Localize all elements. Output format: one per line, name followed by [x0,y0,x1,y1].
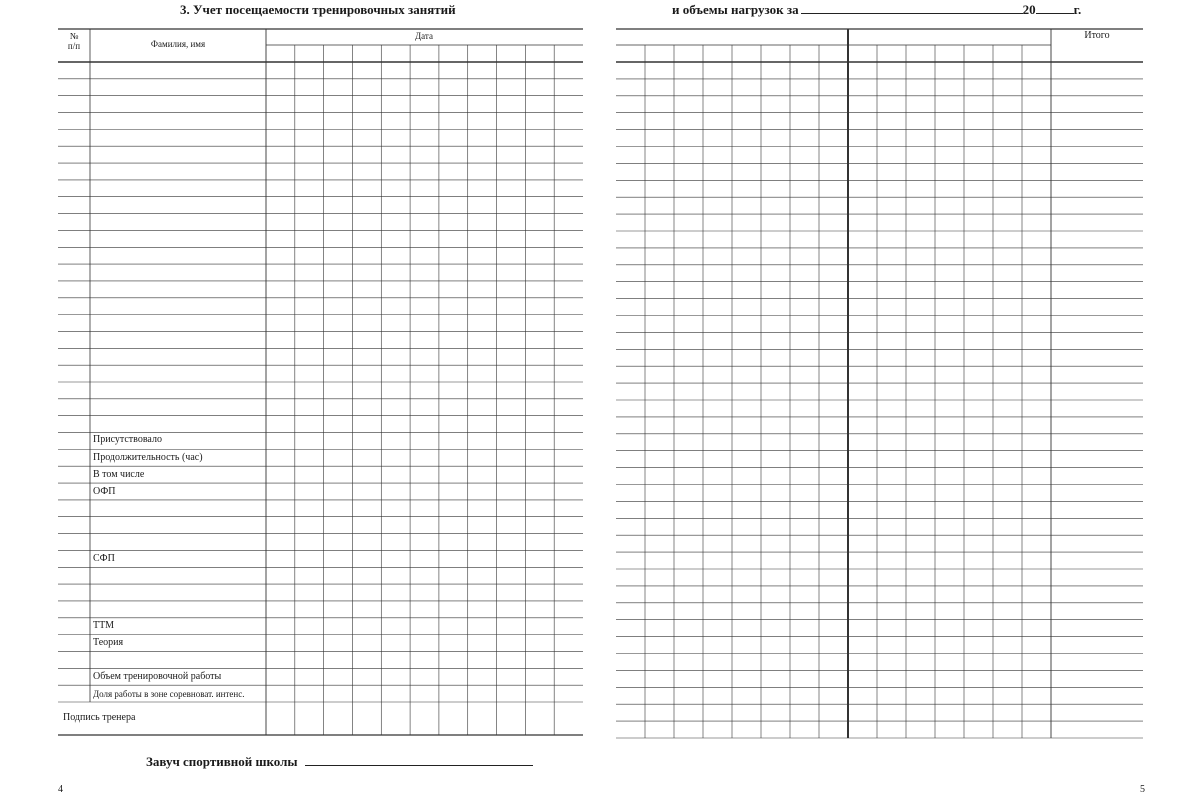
name-header: Фамилия, имя [150,39,206,49]
right-title-year: 20 [1022,2,1036,17]
attendance-table-grid [0,0,595,800]
left-page [0,0,595,800]
head-teacher-label: Завуч спортивной школы [146,754,298,769]
total-header: Итого [1084,30,1110,41]
number-header [58,31,90,51]
row-label-duration: Продолжительность (час) [93,452,203,463]
row-label-theory: Теория [93,637,124,648]
number-header-line1: № [69,31,79,41]
page-number-right: 5 [1140,784,1145,795]
right-title-suffix: г. [1073,2,1082,17]
row-label-competition-share: Доля работы в зоне соревноват. интенс. [93,689,245,699]
row-label-present: Присутствовало [93,434,162,445]
right-page [600,0,1200,800]
number-header-line2: п/п [67,41,81,51]
row-label-sfp: СФП [93,553,115,564]
date-header: Дата [415,31,433,41]
row-label-ofp: ОФП [93,486,116,497]
head-teacher-signature-blank [305,754,533,766]
left-page-title: 3. Учет посещаемости тренировочных занятий [180,2,456,17]
row-label-volume: Объем тренировочной работы [93,671,222,682]
row-label-including: В том числе [93,469,145,480]
right-title-prefix: и объемы нагрузок за [672,2,799,17]
row-label-signature: Подпись тренера [63,712,136,723]
head-teacher-signature [146,754,533,770]
loads-table-grid [600,0,1200,800]
page-number-left: 4 [58,784,63,795]
row-label-ttm: ТТМ [93,620,114,631]
